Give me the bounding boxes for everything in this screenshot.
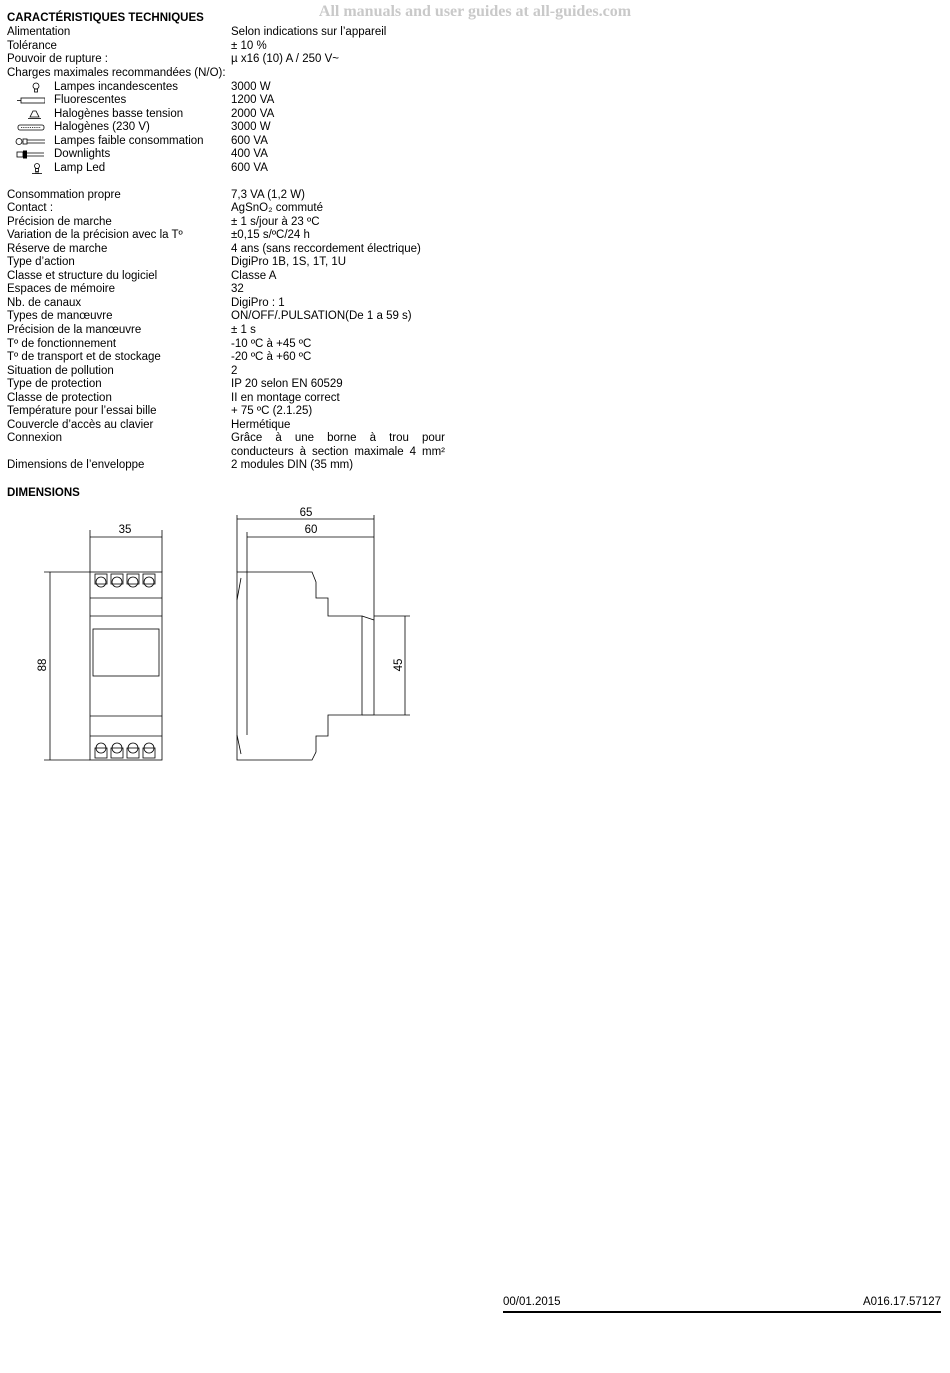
spec-label: Réserve de marche <box>7 243 108 255</box>
spec-label: Tº de fonctionnement <box>7 338 117 350</box>
spec-label: Consommation propre <box>7 189 121 201</box>
spec-label: Précision de la manœuvre <box>7 324 142 336</box>
spec-label: Dimensions de l’enveloppe <box>7 459 145 471</box>
energy-saving-lamp-icon <box>15 136 45 147</box>
spec-label: Tº de transport et de stockage <box>7 351 161 363</box>
spec-label: Type d’action <box>7 256 75 268</box>
spec-value: µ x16 (10) A / 250 V~ <box>231 53 339 65</box>
spec-value: Hermétique <box>231 419 291 431</box>
spec-value: ± 10 % <box>231 40 267 52</box>
footer-date: 00/01.2015 <box>503 1296 561 1308</box>
spec-label: Nb. de canaux <box>7 297 82 309</box>
spec-label: Espaces de mémoire <box>7 283 116 295</box>
spec-label: Classe et structure du logiciel <box>7 270 158 282</box>
spec-value: -10 ºC à +45 ºC <box>231 338 312 350</box>
spec-label: Charges maximales recommandées (N/O): <box>7 67 226 79</box>
spec-label: Situation de pollution <box>7 365 114 377</box>
spec-value: Selon indications sur l’appareil <box>231 26 387 38</box>
load-label: Lamp Led <box>54 162 106 174</box>
spec-value: Classe A <box>231 270 277 282</box>
load-value: 600 VA <box>231 162 268 174</box>
spec-value: Grâce à une borne à trou pour conducteurs à section maximale 4 mm² <box>231 432 445 458</box>
spec-value: 32 <box>231 283 244 295</box>
downlight-icon <box>15 149 45 160</box>
spec-value: 4 ans (sans reccordement électrique) <box>231 243 421 255</box>
load-value: 600 VA <box>231 135 268 147</box>
spec-label: Classe de protection <box>7 392 112 404</box>
spec-value: ±0,15 s/ºC/24 h <box>231 229 310 241</box>
load-label: Halogènes (230 V) <box>54 121 150 133</box>
low-voltage-halogen-icon <box>15 109 45 120</box>
spec-value: 2 modules DIN (35 mm) <box>231 459 354 471</box>
spec-label: Variation de la précision avec la Tº <box>7 229 183 241</box>
side-view <box>237 515 410 760</box>
load-label: Lampes faible consommation <box>54 135 204 147</box>
led-lamp-icon <box>15 163 45 174</box>
load-value: 3000 W <box>231 81 271 93</box>
spec-value: ± 1 s <box>231 324 256 336</box>
spec-label: Tolérance <box>7 40 57 52</box>
load-value: 1200 VA <box>231 94 275 106</box>
load-value: 3000 W <box>231 121 271 133</box>
spec-label: Pouvoir de rupture : <box>7 53 109 65</box>
spec-label: Contact : <box>7 202 54 214</box>
spec-value: DigiPro 1B, 1S, 1T, 1U <box>231 256 347 268</box>
spec-value: 7,3 VA (1,2 W) <box>231 189 305 201</box>
side-body-label: 60 <box>304 524 318 536</box>
spec-value: IP 20 selon EN 60529 <box>231 378 343 390</box>
fluorescent-tube-icon <box>15 95 45 106</box>
side-rail-label: 45 <box>393 658 405 672</box>
footer-rule <box>503 1311 941 1313</box>
spec-label: Types de manœuvre <box>7 310 113 322</box>
front-view <box>44 530 162 760</box>
side-total-label: 65 <box>299 507 313 519</box>
dimensions-drawing <box>0 495 450 770</box>
load-label: Downlights <box>54 148 111 160</box>
watermark: All manuals and user guides at all-guides.com <box>318 3 632 20</box>
spec-value: II en montage correct <box>231 392 340 404</box>
spec-label: Précision de marche <box>7 216 112 228</box>
load-label: Halogènes basse tension <box>54 108 184 120</box>
dimensions-title: DIMENSIONS <box>7 487 80 499</box>
spec-label: Type de protection <box>7 378 102 390</box>
spec-value: AgSnO₂ commuté <box>231 202 324 214</box>
spec-value: ± 1 s/jour à 23 ºC <box>231 216 320 228</box>
incandescent-lamp-icon <box>15 82 45 93</box>
spec-value: -20 ºC à +60 ºC <box>231 351 312 363</box>
load-label: Fluorescentes <box>54 94 127 106</box>
spec-value: 2 <box>231 365 238 377</box>
spec-label: Connexion <box>7 432 62 444</box>
front-height-label: 88 <box>37 658 49 672</box>
spec-value: + 75 ºC (2.1.25) <box>231 405 313 417</box>
halogen-230v-icon <box>15 122 45 133</box>
footer-reference: A016.17.57127 <box>862 1296 941 1308</box>
spec-value: DigiPro : 1 <box>231 297 285 309</box>
spec-label: Température pour l’essai bille <box>7 405 157 417</box>
spec-label: Couvercle d’accès au clavier <box>7 419 154 431</box>
specs-title: CARACTÉRISTIQUES TECHNIQUES <box>7 12 204 24</box>
front-width-label: 35 <box>118 524 132 536</box>
load-value: 400 VA <box>231 148 268 160</box>
spec-label: Alimentation <box>7 26 71 38</box>
spec-value: ON/OFF/.PULSATION(De 1 a 59 s) <box>231 310 412 322</box>
load-label: Lampes incandescentes <box>54 81 179 93</box>
load-value: 2000 VA <box>231 108 275 120</box>
